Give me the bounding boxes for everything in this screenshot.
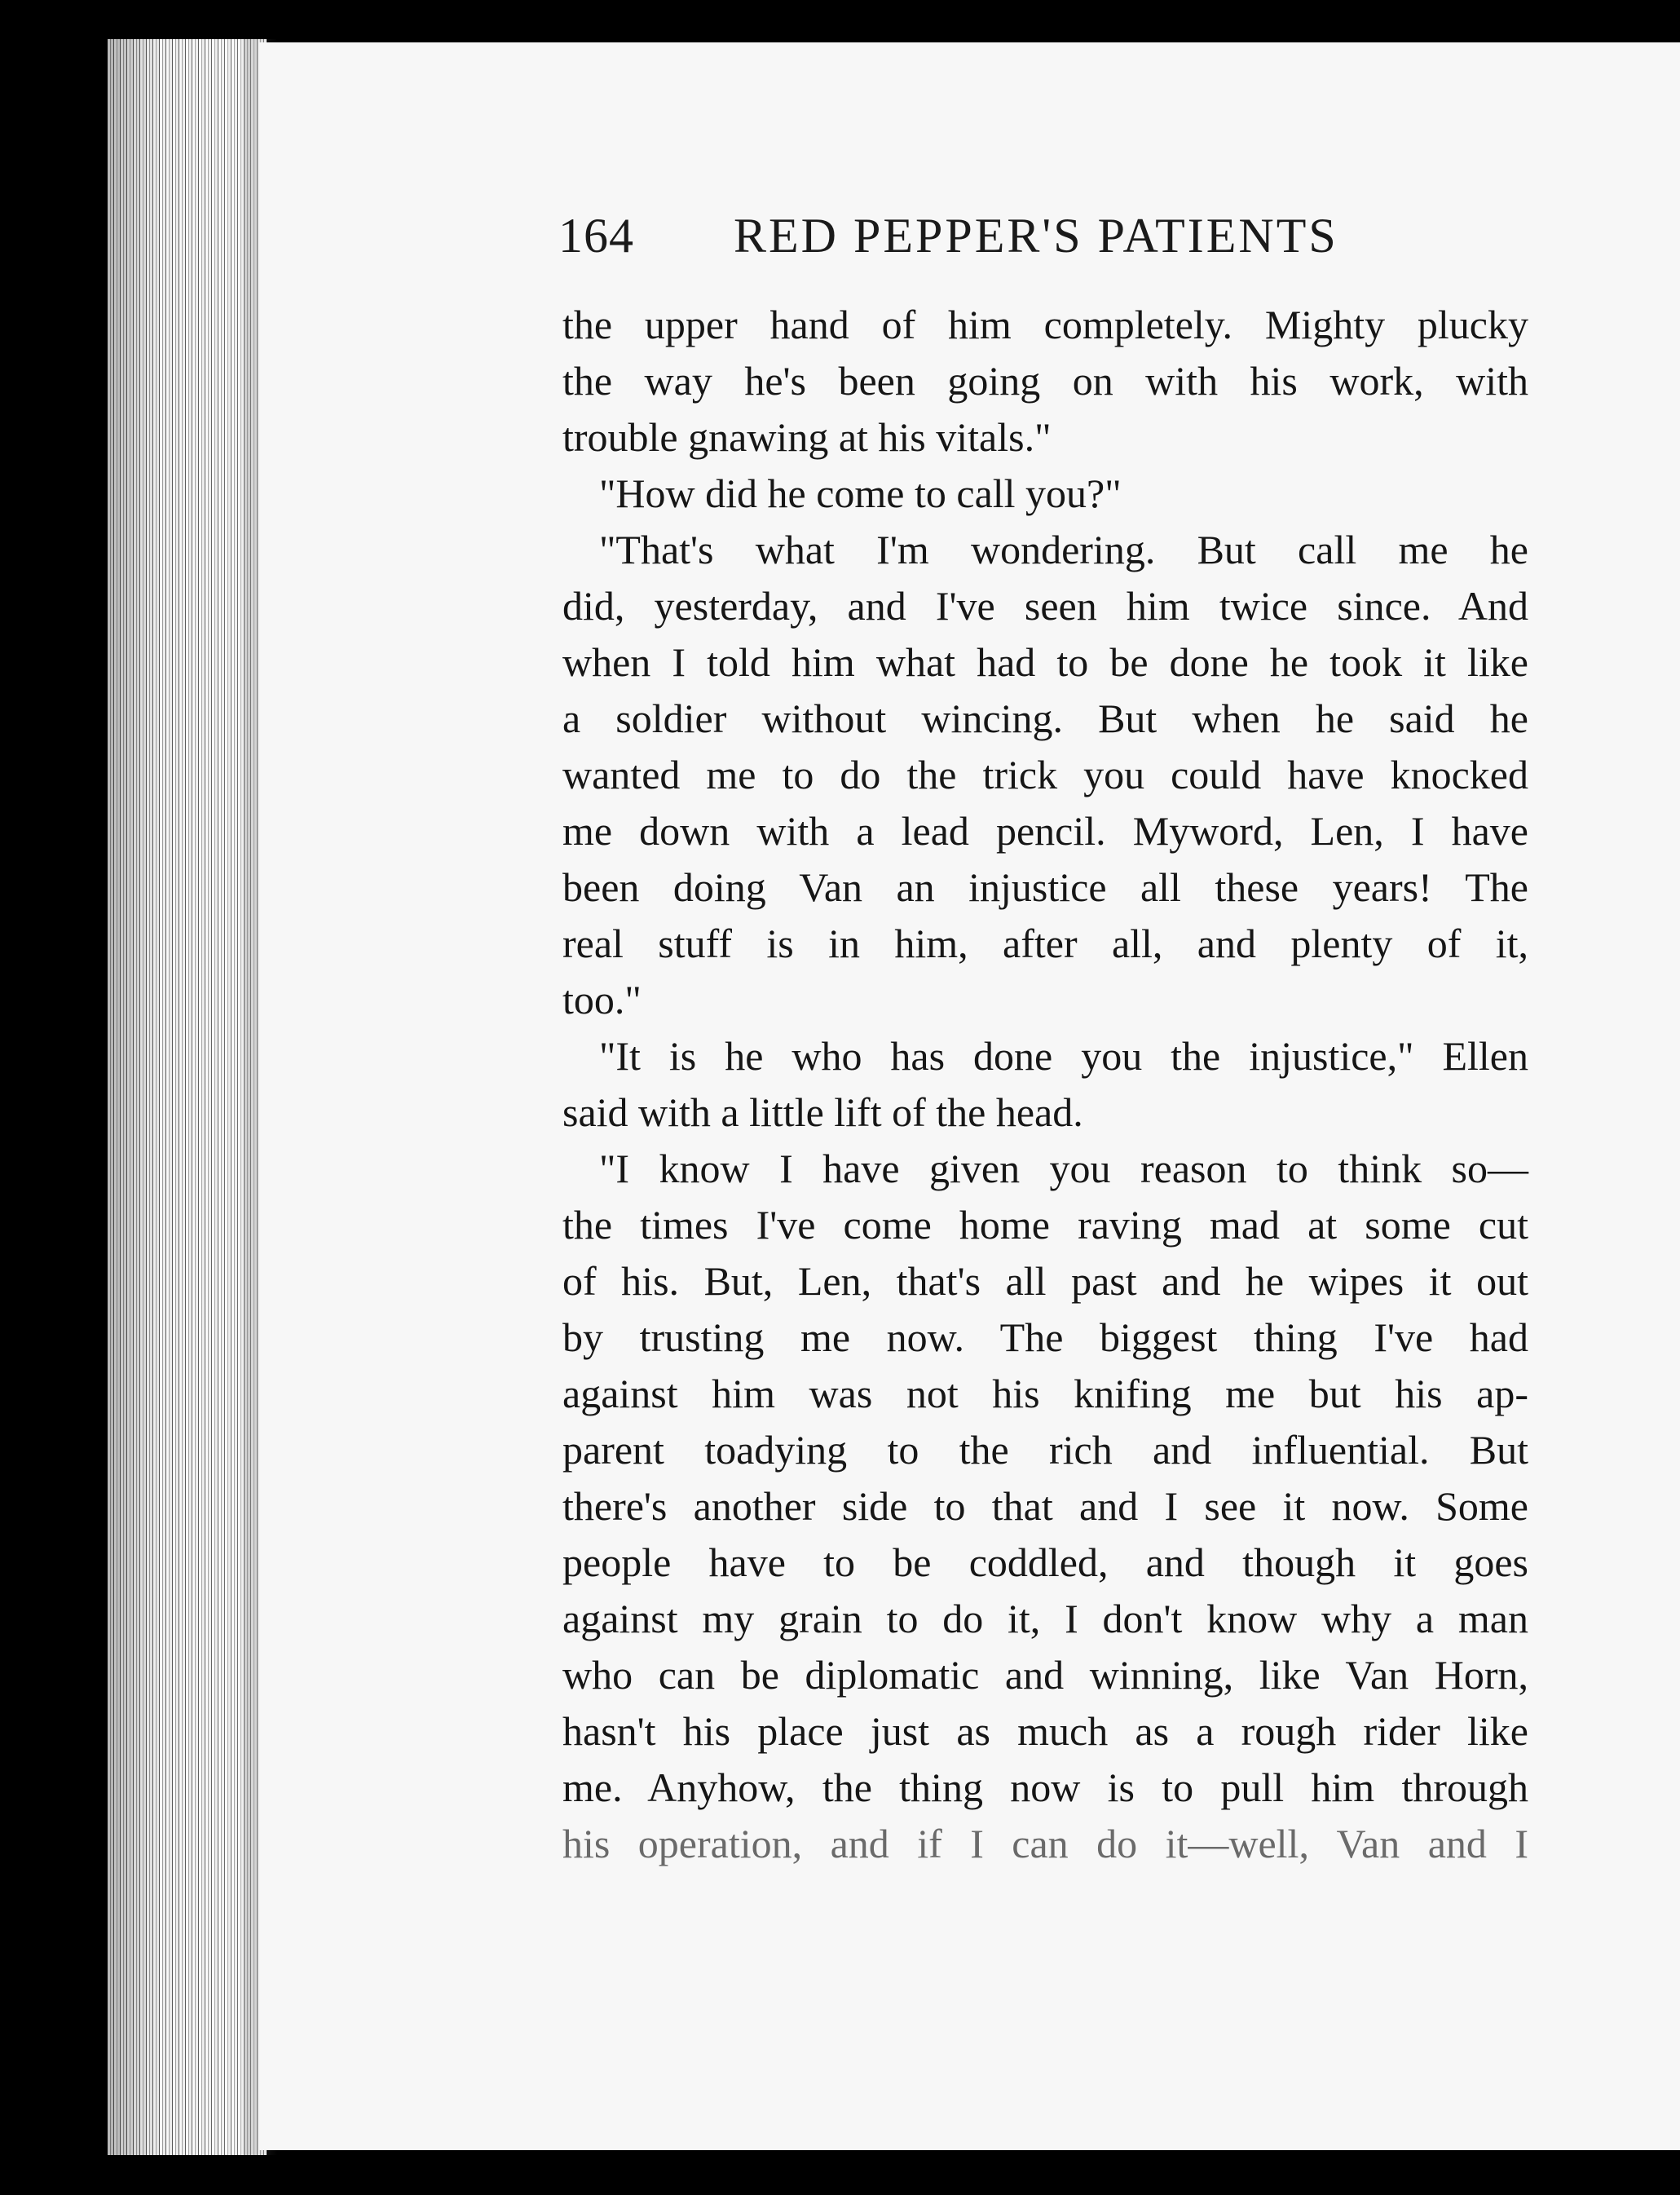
running-head	[558, 208, 1561, 273]
text-line: "It is he who has done you the injustice," Ellen	[599, 1033, 1528, 1079]
running-title: RED PEPPER'S PATIENTS	[734, 209, 1338, 263]
body-text	[562, 297, 1528, 1872]
text-line: been doing Van an injustice all these years! The	[562, 864, 1528, 910]
text-line: real stuff is in him, after all, and plenty of it,	[562, 921, 1528, 966]
book-page-edges	[108, 39, 267, 2155]
page-number: 164	[558, 209, 634, 263]
text-line: "That's what I'm wondering. But call me he	[599, 527, 1528, 572]
text-line: said with a little lift of the head.	[562, 1089, 1083, 1135]
text-line: against my grain to do it, I don't know why a man	[562, 1596, 1528, 1641]
text-line: "I know I have given you reason to think so—	[599, 1146, 1528, 1191]
text-line: people have to be coddled, and though it goes	[562, 1539, 1528, 1585]
text-line: against him was not his knifing me but his ap-	[562, 1371, 1528, 1416]
text-line: who can be diplomatic and winning, like Van Horn,	[562, 1652, 1528, 1698]
text-line: hasn't his place just as much as a rough rider like	[562, 1708, 1528, 1754]
text-line: me. Anyhow, the thing now is to pull him through	[562, 1764, 1528, 1810]
text-line: there's another side to that and I see it now. Some	[562, 1483, 1528, 1529]
text-line: by trusting me now. The biggest thing I've had	[562, 1314, 1528, 1360]
text-line: parent toadying to the rich and influential. But	[562, 1427, 1528, 1473]
text-line: wanted me to do the trick you could have knocked	[562, 752, 1528, 797]
text-line: of his. But, Len, that's all past and he wipes it out	[562, 1258, 1528, 1304]
text-line: when I told him what had to be done he took it like	[562, 639, 1528, 685]
text-line: trouble gnawing at his vitals."	[562, 414, 1052, 460]
text-line: the times I've come home raving mad at some cut	[562, 1202, 1528, 1248]
text-line: his operation, and if I can do it—well, Van and I	[562, 1821, 1528, 1866]
text-line: the upper hand of him completely. Mighty plucky	[562, 302, 1528, 347]
text-line: me down with a lead pencil. Myword, Len, I have	[562, 808, 1528, 854]
text-line: too."	[562, 977, 642, 1022]
text-line: the way he's been going on with his work, with	[562, 358, 1528, 404]
text-line: a soldier without wincing. But when he said he	[562, 696, 1528, 741]
text-line: "How did he come to call you?"	[599, 470, 1122, 516]
text-line: did, yesterday, and I've seen him twice since. And	[562, 583, 1528, 629]
